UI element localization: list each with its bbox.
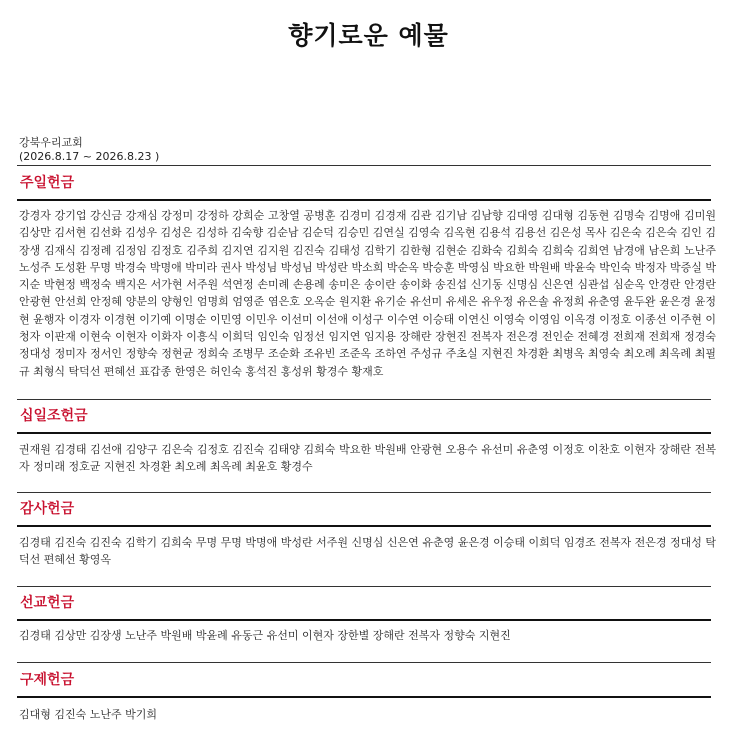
section-top-rule	[17, 165, 711, 166]
church-name: 강북우리교회	[19, 136, 83, 149]
section-top-rule	[17, 399, 711, 400]
section-bottom-rule	[17, 432, 711, 434]
section-top-rule	[17, 586, 711, 587]
section-top-rule	[17, 492, 711, 493]
section-title-tithe: 십일조헌금	[20, 408, 88, 424]
section-names-tithe: 권재원 김경태 김선애 김양구 김은숙 김정호 김진숙 김태양 김희숙 박요한 박원배 안광현 오용수 유선미 유춘영 이정호 이찬호 이현자 장해란 전복자 정미래 정호균 지현진 차경환 최오례 최옥례 최윤호 황경수	[19, 443, 716, 474]
section-names-relief: 김대형 김진숙 노난주 박기희	[19, 708, 158, 721]
section-bottom-rule	[17, 199, 711, 201]
section-title-relief: 구제헌금	[20, 672, 75, 688]
section-title-sunday: 주일헌금	[20, 175, 75, 191]
section-title-mission: 선교헌금	[20, 595, 75, 611]
offering-period: (2026.8.17 ~ 2026.8.23 )	[19, 150, 160, 163]
section-bottom-rule	[17, 696, 711, 698]
section-names-thanksgiving: 김경태 김진숙 김진숙 김학기 김희숙 무명 무명 박명애 박성란 서주원 신명심 신은연 유춘영 윤은경 이승태 이희덕 임경조 전복자 전은경 정대성 탁덕선 편혜선 황영옥	[19, 536, 716, 567]
section-bottom-rule	[17, 525, 711, 527]
page-title: 향기로운 예물	[288, 21, 449, 50]
section-names-mission: 김경태 김상만 김장생 노난주 박원배 박윤례 유동근 유선미 이현자 장한별 장해란 전복자 정향숙 지현진	[19, 629, 511, 642]
section-bottom-rule	[17, 619, 711, 621]
church-info	[19, 136, 159, 164]
section-title-thanksgiving: 감사헌금	[20, 501, 75, 517]
section-names-sunday: 강경자 강기업 강신금 강재심 강정미 강정하 강희순 고창열 공병훈 김경미 김경재 김관 김기남 김남향 김대영 김대형 김동현 김명숙 김명애 김미원 김상만 김서현 김선화 김성우 김성은 김성하 김숙향 김순남 김순덕 김승민 김연실 김영숙 김옥현 김용석 김용선 김은성 목사 김은숙 김은숙 김인 김장생 김재식 김정례 김정임 김정호 김주희 김지연 김지원 김진숙 김태성 김학기 김한형 김현순 김화숙 김희숙 김희숙 김희연 남경애 남은희 노난주 노성주 도성환 무명 박경숙 박명애 박미라 권사 박성님 박성님 박성란 박소희 박순옥 박승훈 박영심 박요한 박원배 박윤숙 박인숙 박정자 박증실 박지순 박현정 백정숙 백지은 서가현 서주원 석연정 손미례 손용례 송미은 송이란 송이화 송진섭 신기동 신명심 신은연 심관섭 심순옥 안경란 안경란 안광현 안선희 안정혜 양분의 양형인 엄명희 엄영준 염은호 오옥순 원지환 유기순 유선미 유세은 유우정 유은솔 유정희 유춘영 윤두완 윤은경 윤정현 윤행자 이경자 이경현 이기예 이명순 이민영 이민우 이선미 이선애 이성구 이수연 이승태 이연신 이영숙 이영임 이옥경 이정호 이종선 이주현 이청자 이판재 이현숙 이현자 이화자 이흥식 이희덕 임인숙 임정선 임지연 임지용 장해란 장현진 전복자 전은경 전인순 전혜경 전희재 전희재 정경숙 정대성 정미자 정서인 정향숙 정현균 정희숙 조병무 조순화 조유빈 조준옥 조하연 주성규 주초실 지현진 차경환 최병옥 최영숙 최오례 최옥례 최필규 최형식 탁덕선 편혜선 표갑종 한영은 허인숙 홍석진 홍성위 황경수 황재호	[19, 209, 716, 378]
section-top-rule	[17, 662, 711, 663]
